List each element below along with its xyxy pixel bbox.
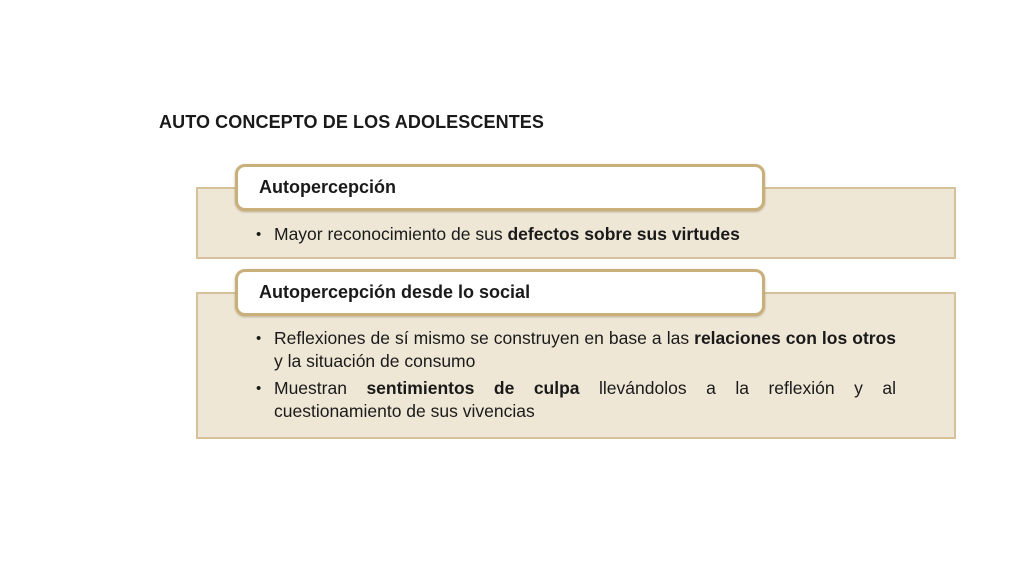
bullet-dot-icon: • — [256, 226, 262, 243]
bullet-text-bold: relaciones con los otros — [694, 328, 897, 348]
section-heading-autopercepcion-social: Autopercepción desde lo social — [235, 269, 765, 316]
slide-title: AUTO CONCEPTO DE LOS ADOLESCENTES — [159, 112, 545, 132]
bullet-item — [256, 327, 896, 373]
bullet-text-plain: llevándolos a la reflexión y al cuestionamiento de sus vivencias — [274, 378, 896, 421]
bullet-dot-icon: • — [256, 380, 262, 397]
section-heading-autopercepcion: Autopercepción — [235, 164, 765, 211]
bullet-dot-icon: • — [256, 330, 262, 347]
bullet-list-autopercepcion-social — [256, 327, 896, 427]
bullet-text-plain: Mayor reconocimiento de sus — [274, 224, 508, 244]
bullet-text-plain: y la situación de consumo — [274, 351, 476, 371]
bullet-text — [274, 223, 896, 246]
bullet-item — [256, 377, 896, 423]
bullet-item — [256, 223, 896, 246]
bullet-text-plain: Muestran — [274, 378, 367, 398]
bullet-text — [274, 377, 896, 423]
bullet-list-autopercepcion — [256, 223, 896, 250]
bullet-text-plain: Reflexiones de sí mismo se construyen en base a las — [274, 328, 695, 348]
bullet-text-bold: defectos sobre sus virtudes — [507, 224, 740, 244]
bullet-text-bold: sentimientos de culpa — [366, 378, 580, 398]
bullet-text — [274, 327, 896, 373]
